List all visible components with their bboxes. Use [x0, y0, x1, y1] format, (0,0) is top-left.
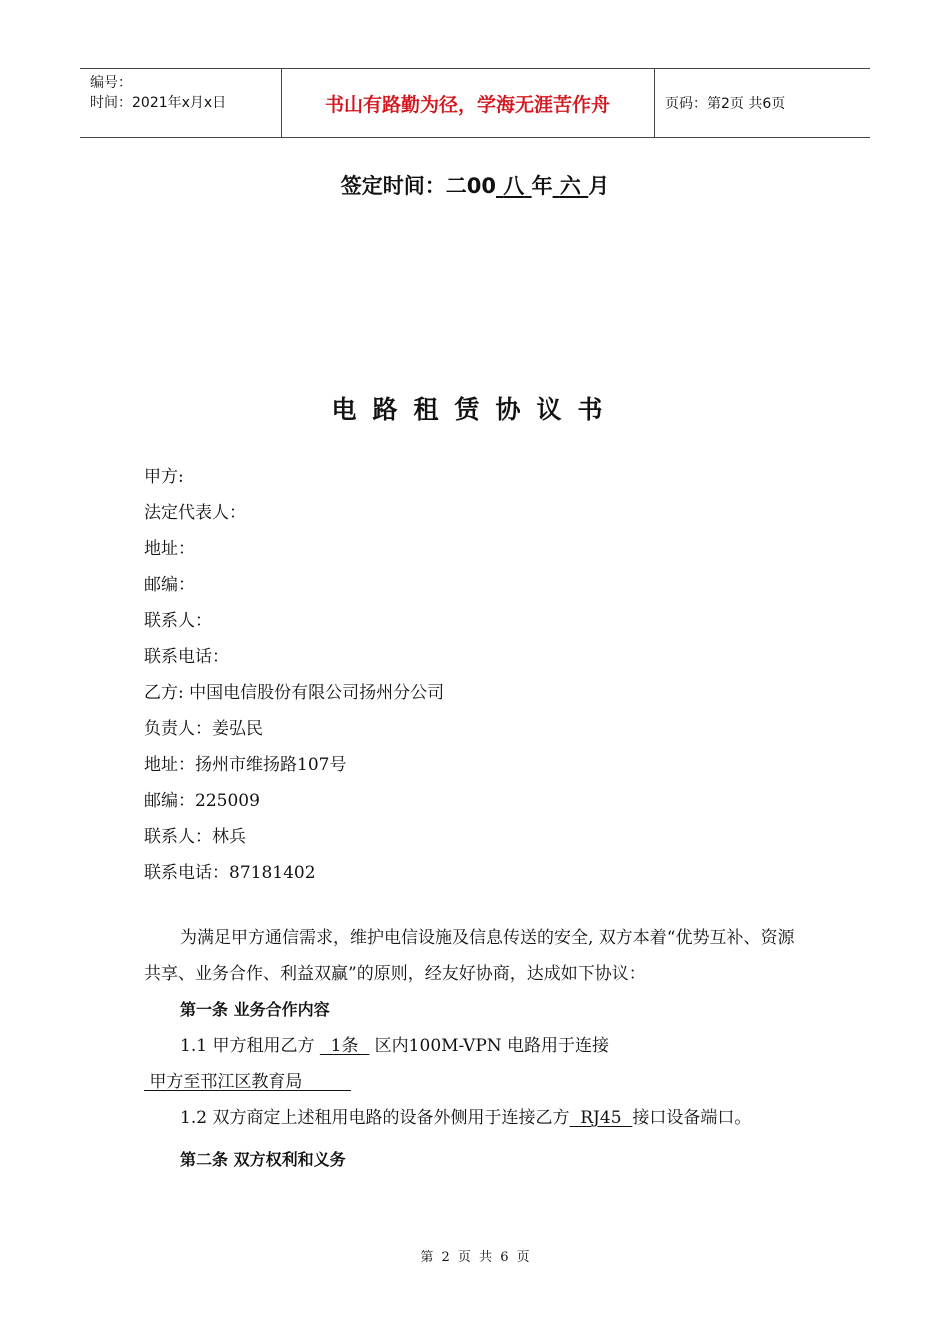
page-header [80, 68, 870, 138]
party-a-phone: 联系电话： [144, 647, 229, 667]
party-info [144, 459, 444, 891]
page-footer: 第 2 页 共 6 页 [420, 1250, 530, 1265]
party-b-contact: 联系人：林兵 [144, 827, 246, 847]
document-title: 电路租赁协议书 [331, 395, 619, 424]
party-a-postcode: 邮编： [144, 575, 195, 595]
party-b-rep: 负责人：姜弘民 [144, 719, 263, 739]
signing-prefix: 签定时间：二00 [340, 174, 496, 198]
signing-year: 八 [503, 174, 525, 198]
party-a-rep: 法定代表人： [144, 503, 246, 523]
clause-1-1-destination: 甲方至邗江区教育局 [144, 1072, 352, 1092]
header-divider [654, 69, 655, 137]
clause-1-2: 1.2 双方商定上述租用电路的设备外侧用于连接乙方 RJ45 接口设备端口。 [180, 1108, 752, 1128]
header-page-info: 页码：第2页 共6页 [665, 96, 786, 112]
party-b-address: 地址：扬州市维扬路107号 [144, 755, 347, 775]
agreement-body [144, 920, 808, 1178]
article-1-heading: 第一条 业务合作内容 [180, 1000, 330, 1019]
signing-month-unit: 月 [588, 174, 610, 198]
document-time: 时间：2021年x月x日 [90, 95, 227, 111]
signing-month: 六 [559, 174, 581, 198]
party-a-contact: 联系人： [144, 611, 212, 631]
document-number-label: 编号： [90, 75, 132, 91]
clause-1-2-interface: RJ45 [569, 1108, 633, 1128]
header-motto: 书山有路勤为径，学海无涯苦作舟 [324, 93, 610, 116]
party-b-name: 乙方: 中国电信股份有限公司扬州分公司 [144, 683, 445, 703]
intro-paragraph: 为满足甲方通信需求，维护电信设施及信息传送的安全, 双方本着“优势互补、资源共享、业务合作、利益双赢”的原则，经友好协商，达成如下协议： [144, 928, 795, 984]
party-b-postcode: 邮编：225009 [144, 791, 260, 811]
party-b-phone: 联系电话：87181402 [144, 863, 316, 883]
clause-1-1-quantity: 1条 [319, 1036, 370, 1056]
party-a-address: 地址： [144, 539, 195, 559]
clause-1-1: 1.1 甲方租用乙方 1条 区内100M-VPN 电路用于连接 甲方至邗江区教育局 [144, 1036, 610, 1092]
article-2-heading: 第二条 双方权利和义务 [180, 1150, 346, 1169]
signing-date [0, 170, 950, 200]
party-a-name: 甲方: [144, 467, 184, 487]
header-meta [90, 73, 226, 113]
signing-year-unit: 年 [531, 174, 553, 198]
